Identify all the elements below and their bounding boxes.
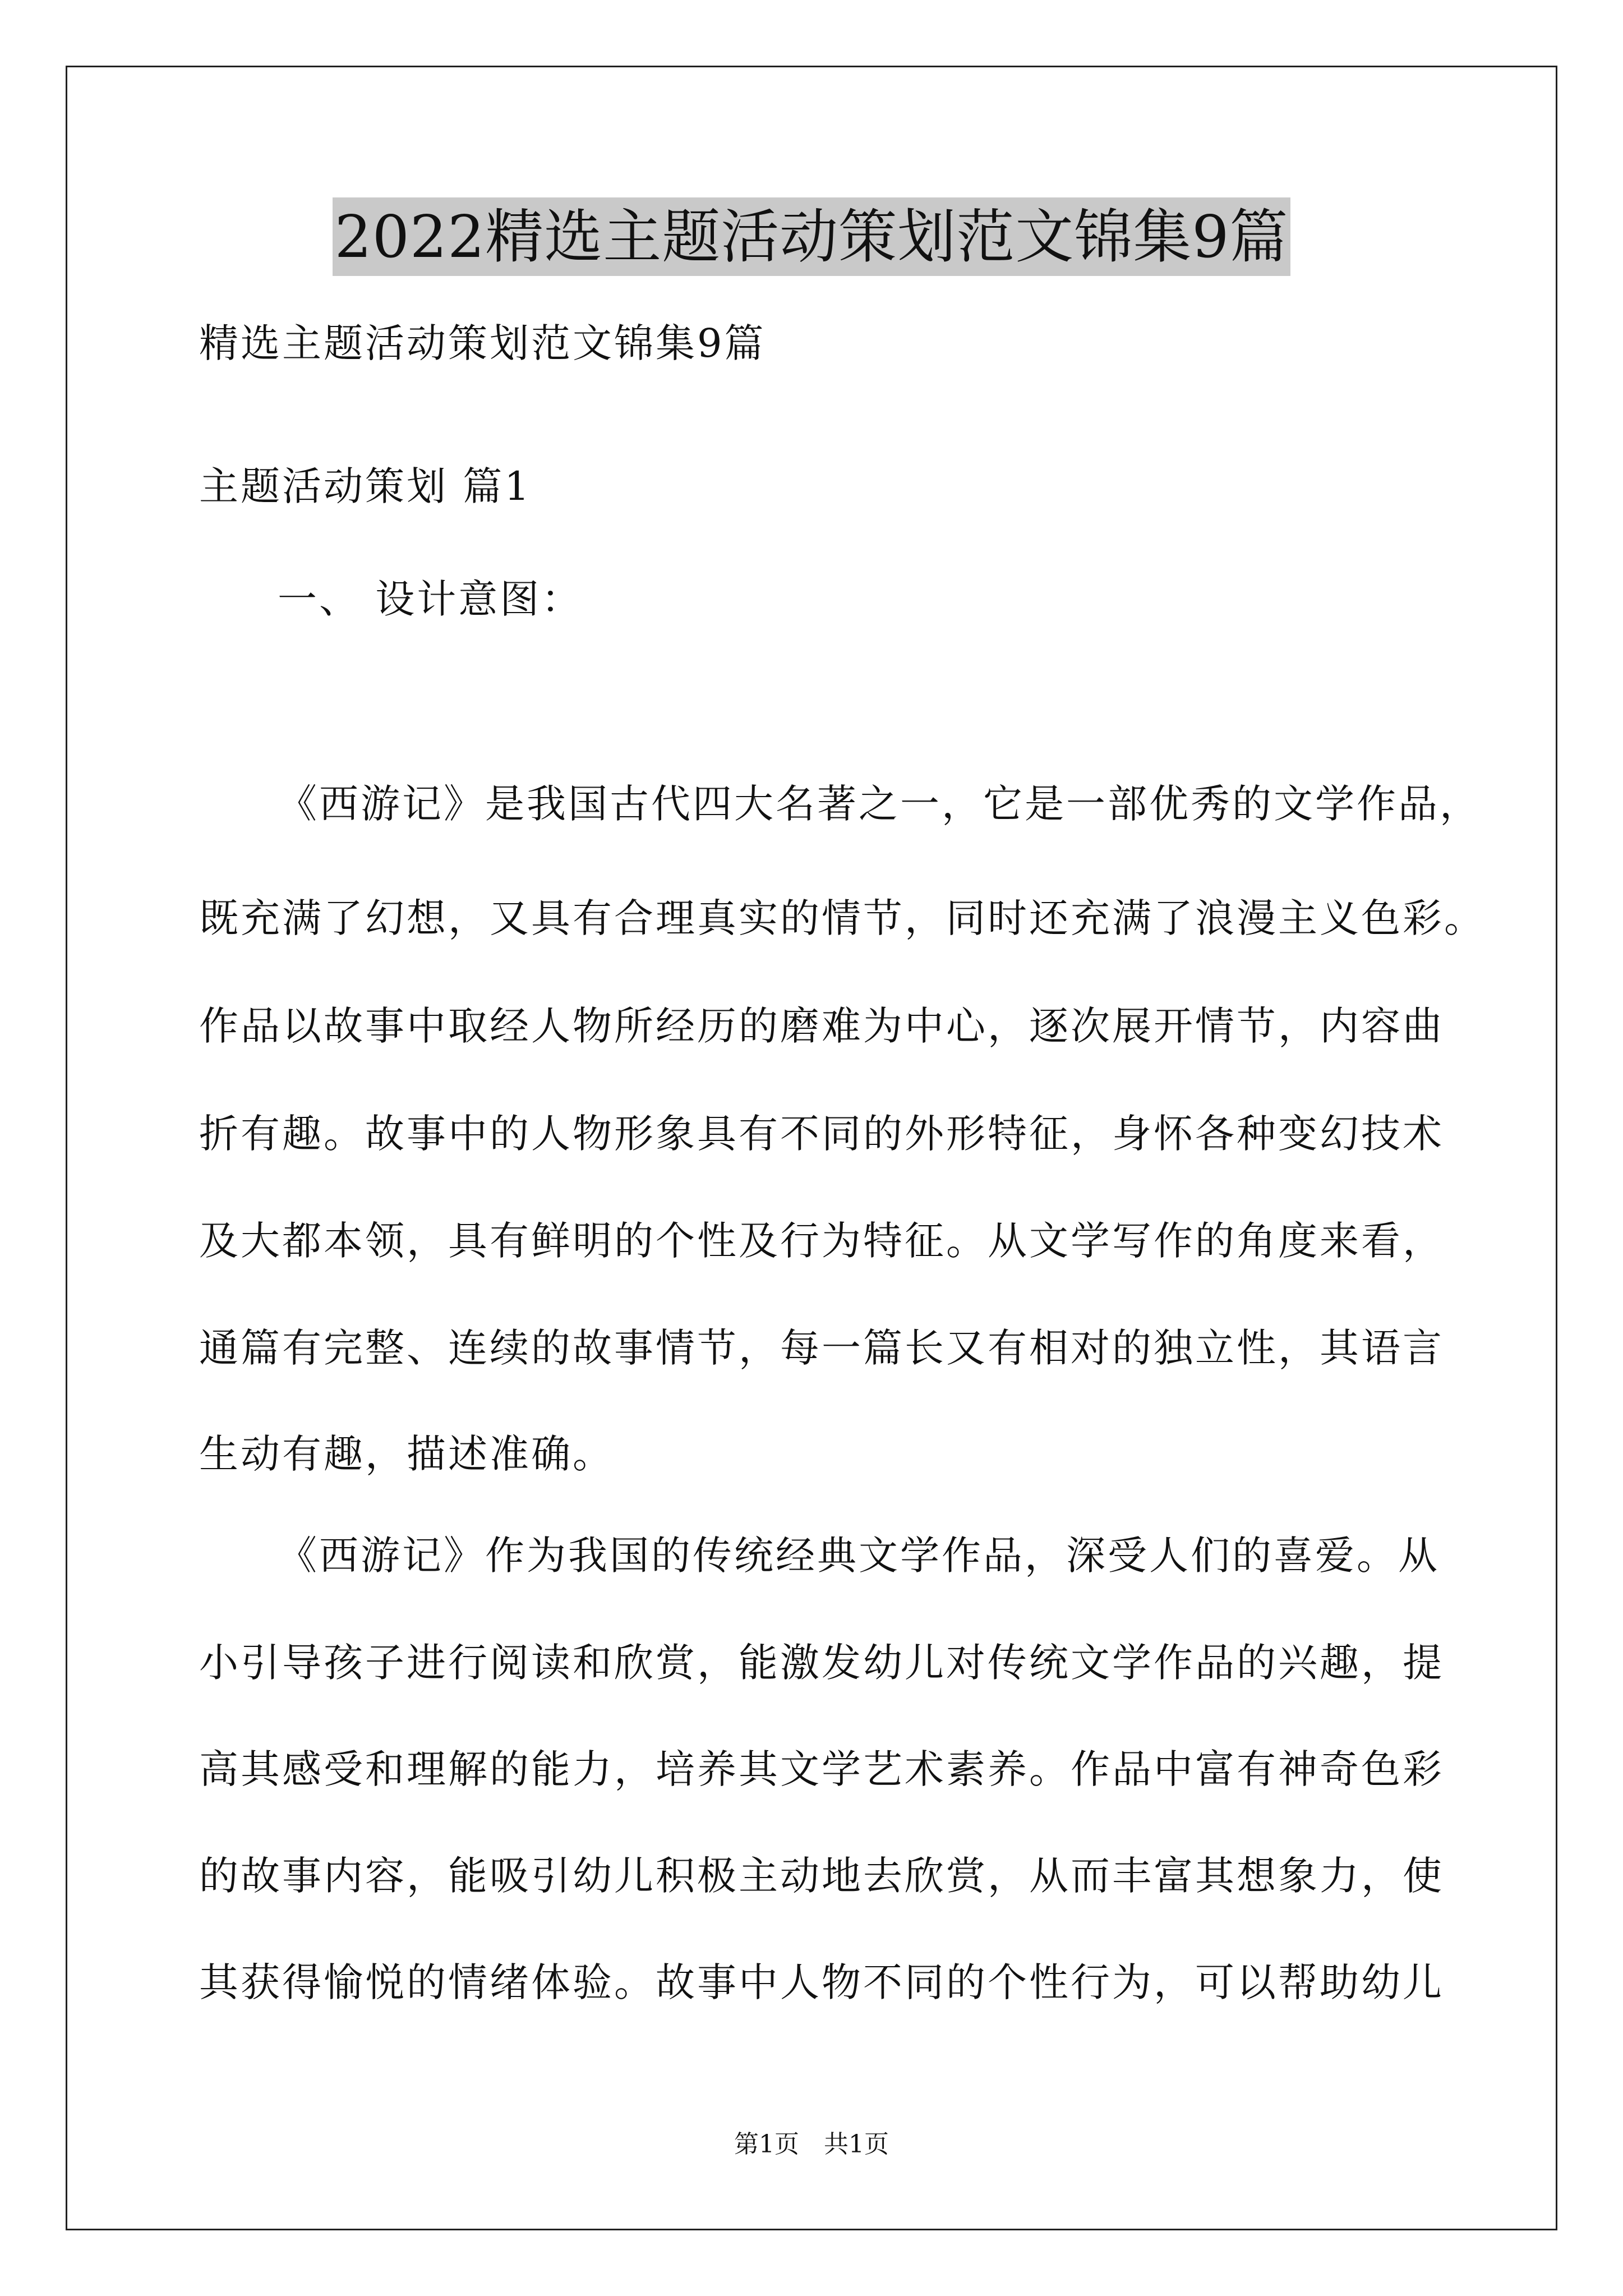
page-footer: 第1页 共1页 bbox=[734, 2130, 889, 2159]
document-title: 2022精选主题活动策划范文锦集9篇 bbox=[333, 197, 1291, 276]
paragraph-line: 既充满了幻想，又具有合理真实的情节，同时还充满了浪漫主义色彩。 bbox=[199, 895, 1486, 941]
paragraph-line: 小引导孩子进行阅读和欣赏，能激发幼儿对传统文学作品的兴趣，提 bbox=[199, 1640, 1444, 1686]
paragraph-line: 生动有趣，描述准确。 bbox=[199, 1431, 614, 1477]
paragraph-line: 通篇有完整、连续的故事情节，每一篇长又有相对的独立性，其语言 bbox=[199, 1325, 1444, 1371]
title-container bbox=[0, 197, 1623, 276]
paragraph-line: 《西游记》作为我国的传统经典文学作品，深受人们的喜爱。从 bbox=[278, 1533, 1440, 1579]
document-subtitle: 精选主题活动策划范文锦集9篇 bbox=[199, 320, 766, 366]
paragraph-line: 其获得愉悦的情绪体验。故事中人物不同的个性行为，可以帮助幼儿 bbox=[199, 1959, 1444, 2005]
paragraph-line: 折有趣。故事中的人物形象具有不同的外形特征，身怀各种变幻技术 bbox=[199, 1111, 1444, 1157]
paragraph-line: 的故事内容，能吸引幼儿积极主动地去欣赏，从而丰富其想象力，使 bbox=[199, 1853, 1444, 1899]
section-heading: 主题活动策划 篇1 bbox=[199, 463, 532, 509]
sub-heading: 一、 设计意图： bbox=[278, 576, 583, 622]
paragraph-line: 高其感受和理解的能力，培养其文学艺术素养。作品中富有神奇色彩 bbox=[199, 1746, 1444, 1792]
paragraph-line: 及大都本领，具有鲜明的个性及行为特征。从文学写作的角度来看， bbox=[199, 1218, 1444, 1264]
paragraph-line: 作品以故事中取经人物所经历的磨难为中心，逐次展开情节，内容曲 bbox=[199, 1003, 1444, 1049]
paragraph-line: 《西游记》是我国古代四大名著之一，它是一部优秀的文学作品， bbox=[278, 781, 1481, 827]
